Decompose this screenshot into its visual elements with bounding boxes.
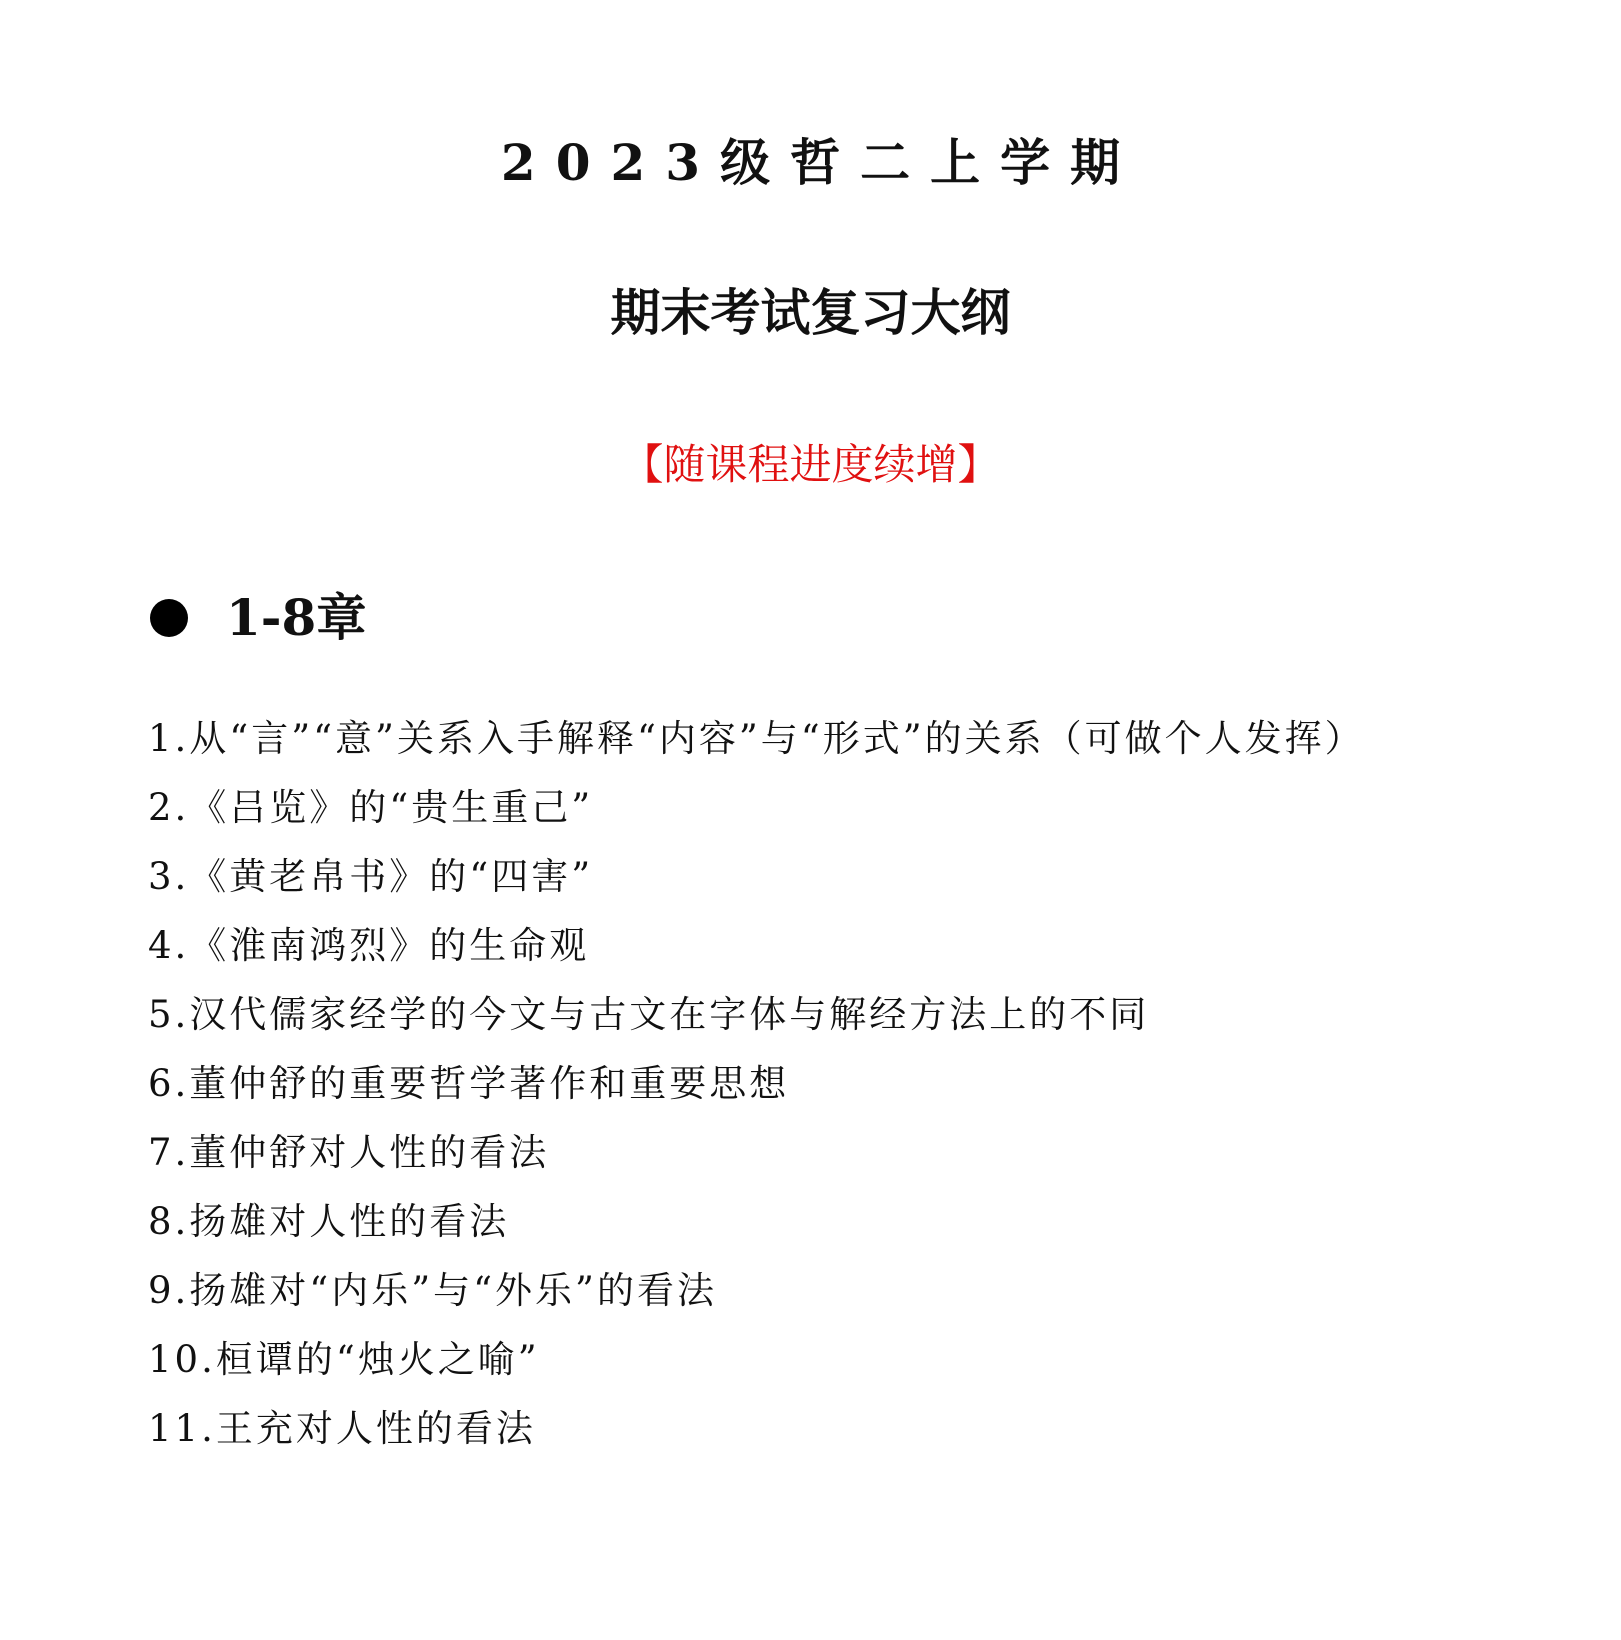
list-item: 11.王充对人性的看法 [148, 1407, 536, 1450]
list-item: 1.从“言”“意”关系入手解释“内容”与“形式”的关系（可做个人发挥） [148, 717, 1365, 760]
list-item: 3.《黄老帛书》的“四害” [148, 855, 594, 898]
review-item-list [148, 714, 1365, 1473]
document-title-outline: 期末考试复习大纲 [610, 283, 1011, 342]
section-header [150, 586, 366, 650]
list-item: 8.扬雄对人性的看法 [148, 1200, 510, 1243]
document-subtitle-note: 【随课程进度续增】 [621, 440, 1000, 489]
list-item: 4.《淮南鸿烈》的生命观 [148, 924, 590, 967]
list-item: 2.《吕览》的“贵生重己” [148, 786, 594, 829]
list-item: 10.桓谭的“烛火之喻” [148, 1338, 540, 1381]
list-item: 5.汉代儒家经学的今文与古文在字体与解经方法上的不同 [148, 993, 1150, 1036]
section-title: 1-8章 [226, 588, 367, 647]
list-item: 9.扬雄对“内乐”与“外乐”的看法 [148, 1269, 717, 1312]
list-item: 6.董仲舒的重要哲学著作和重要思想 [148, 1062, 790, 1105]
bullet-icon [150, 599, 188, 637]
list-item: 7.董仲舒对人性的看法 [148, 1131, 550, 1174]
document-title-semester: 2023级哲二上学期 [500, 133, 1141, 192]
